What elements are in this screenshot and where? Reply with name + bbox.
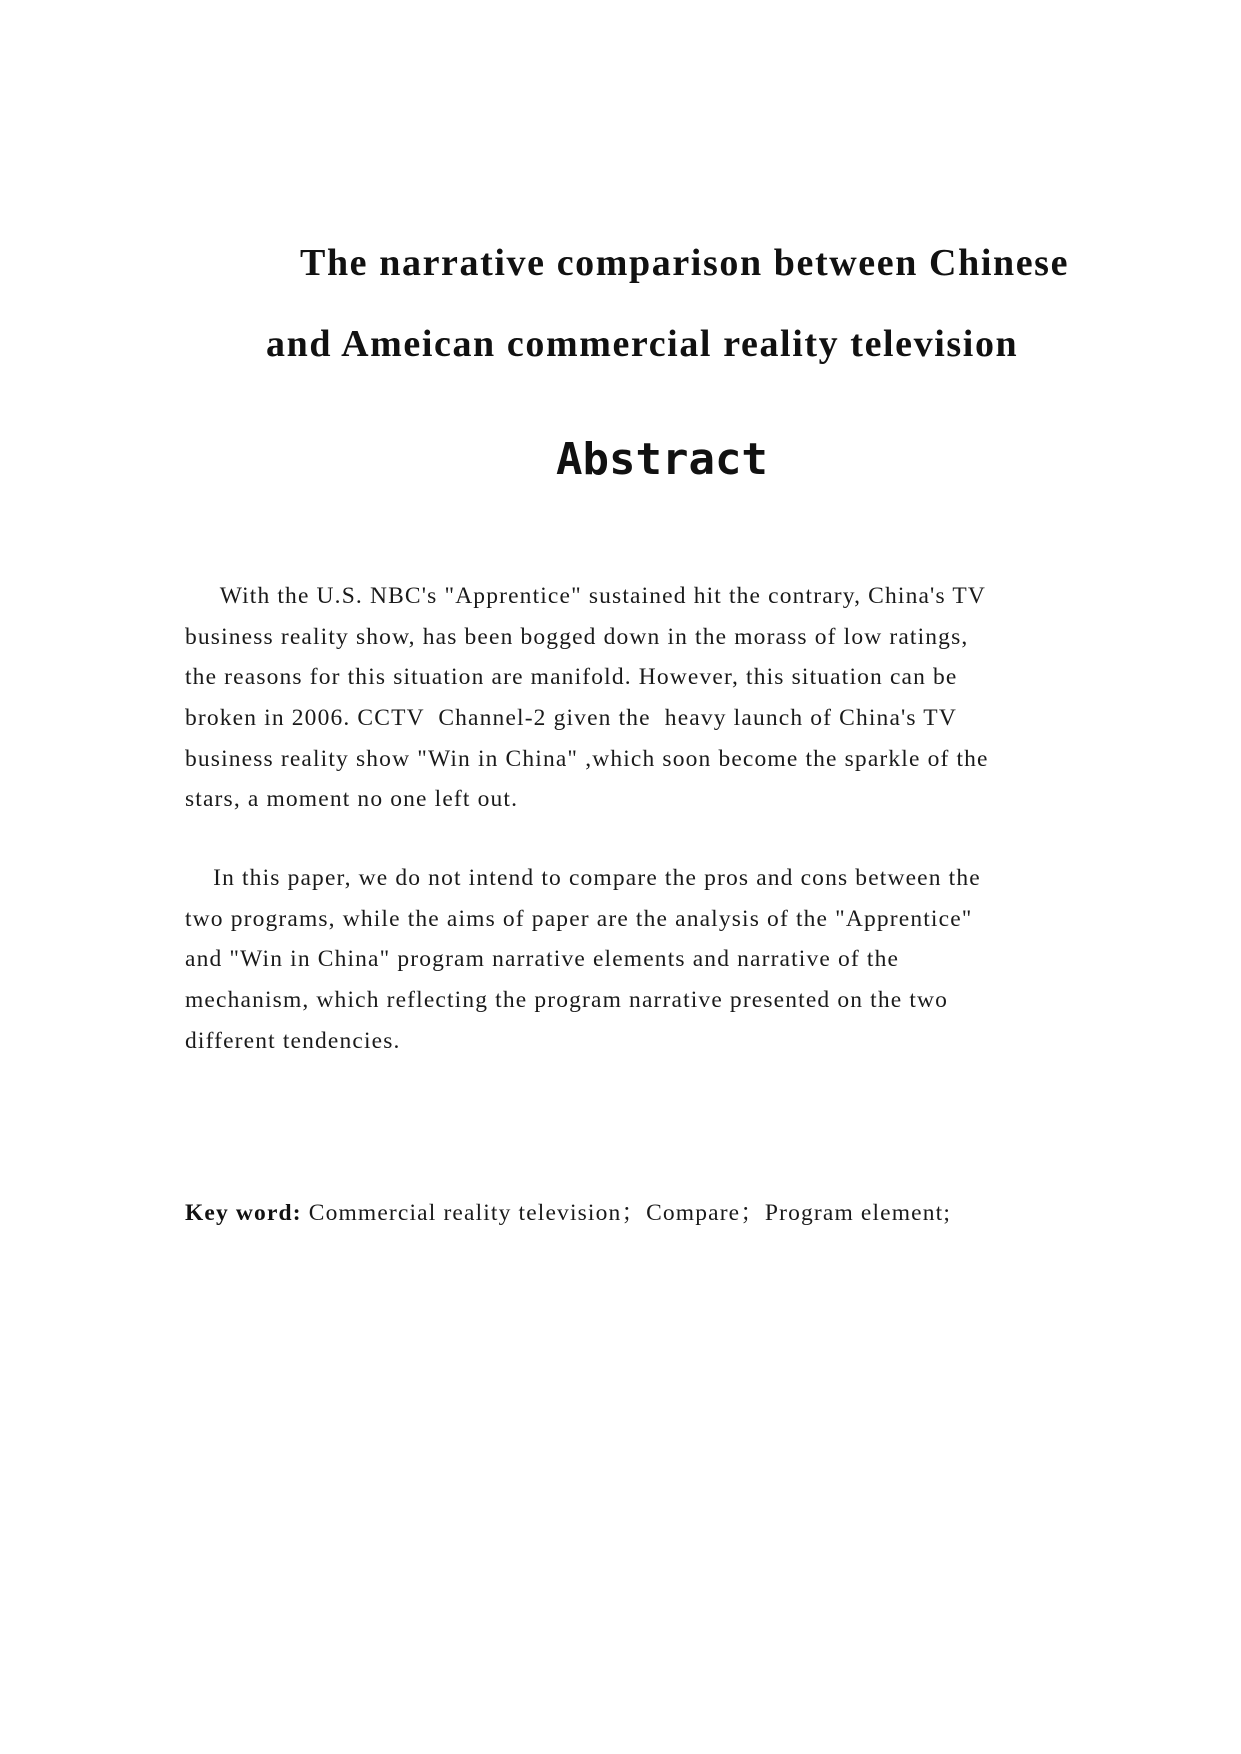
paragraph-line: the reasons for this situation are manifold. However, this situation can be [185,664,958,691]
abstract-paragraph-1 [185,576,1105,820]
paragraph-line: business reality show, has been bogged down in the morass of low ratings, [185,623,969,650]
paragraph-line: In this paper, we do not intend to compare the pros and cons between the [185,865,981,891]
keywords-label: Key word: [185,1200,302,1226]
paragraph-line: business reality show "Win in China" ,which soon become the sparkle of the [185,745,989,772]
paragraph-line: With the U.S. NBC's "Apprentice" sustained hit the contrary, China's TV [185,583,986,609]
paper-title-line-1: The narrative comparison between Chinese [300,242,1070,284]
paragraph-line: two programs, while the aims of paper are the analysis of the "Apprentice" [185,905,973,932]
paragraph-line: mechanism, which reflecting the program narrative presented on the two [185,987,949,1014]
paper-title-line-2: and Ameican commercial reality television [266,323,1019,365]
paragraph-line: and "Win in China" program narrative elements and narrative of the [185,946,900,973]
keywords-text: Commercial reality television；Compare；Program element; [301,1200,952,1226]
abstract-paragraph-2 [185,858,1105,1061]
paragraph-line: broken in 2006. CCTV Channel-2 given the heavy launch of China's TV [185,705,957,732]
abstract-heading: Abstract [556,434,768,485]
paragraph-line: stars, a moment no one left out. [185,786,519,813]
paragraph-line: different tendencies. [185,1027,401,1054]
keywords-line [185,1193,951,1233]
